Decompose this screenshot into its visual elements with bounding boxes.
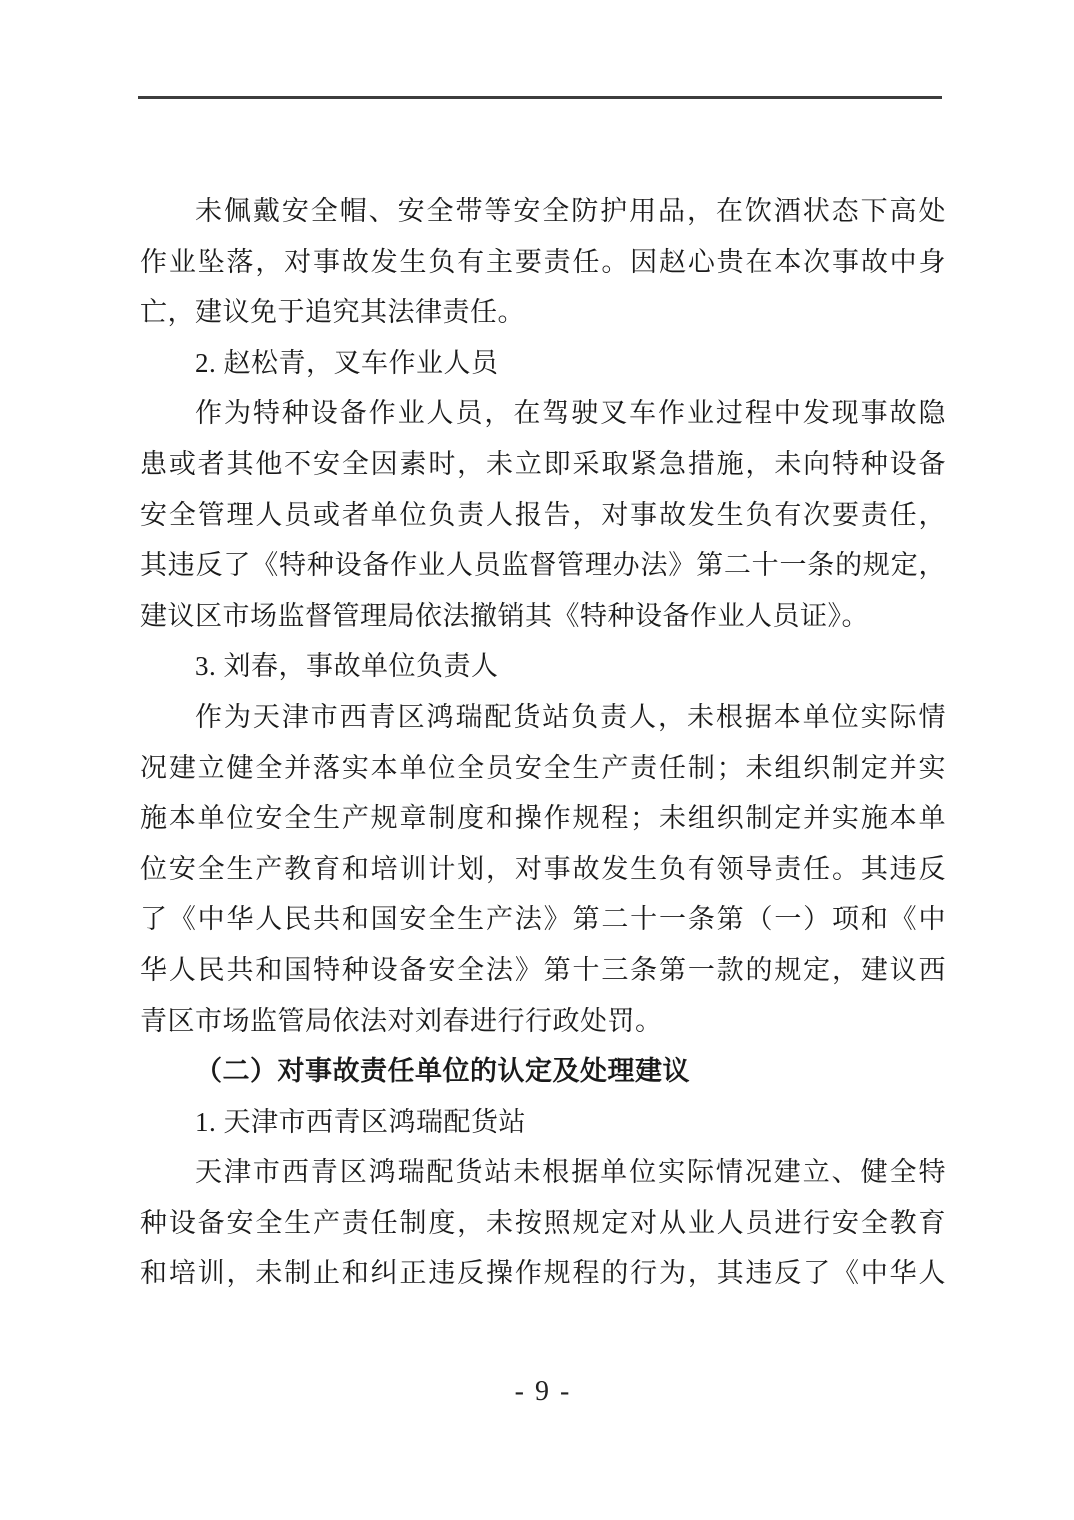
text-line: 位安全生产教育和培训计划，对事故发生负有领导责任。其违反 [140,853,946,884]
text-line: 华人民共和国特种设备安全法》第十三条第一款的规定，建议西 [140,954,946,985]
text-line: 和培训，未制止和纠正违反操作规程的行为，其违反了《中华人 [140,1258,946,1289]
text-line: 患或者其他不安全因素时，未立即采取紧急措施，未向特种设备 [140,448,946,479]
text-line: 其违反了《特种设备作业人员监督管理办法》第二十一条的规定， [140,550,946,581]
text-line: 种设备安全生产责任制度，未按照规定对从业人员进行安全教育 [140,1207,946,1238]
header-rule [138,96,942,99]
text-line: 况建立健全并落实本单位全员安全生产责任制；未组织制定并实 [140,752,946,783]
text-line: 青区市场监管局依法对刘春进行行政处罚。 [140,1005,663,1036]
section-heading: （二）对事故责任单位的认定及处理建议 [195,1056,690,1087]
text-line: 未佩戴安全帽、安全带等安全防护用品，在饮酒状态下高处 [195,196,946,226]
text-line: 安全管理人员或者单位负责人报告，对事故发生负有次要责任， [140,499,946,530]
text-line: 了《中华人民共和国安全生产法》第二十一条第（一）项和《中 [140,904,946,935]
text-line: 作业坠落，对事故发生负有主要责任。因赵心贵在本次事故中身 [140,246,946,277]
text-line: 亡，建议免于追究其法律责任。 [140,297,525,328]
document-body [140,186,946,1299]
list-item-line: 3. 刘春，事故单位负责人 [195,651,499,682]
text-line: 施本单位安全生产规章制度和操作规程；未组织制定并实施本单 [140,803,946,834]
text-line: 天津市西青区鸿瑞配货站未根据单位实际情况建立、健全特 [195,1157,946,1188]
list-item-line: 2. 赵松青，叉车作业人员 [195,347,499,378]
list-item-line: 1. 天津市西青区鸿瑞配货站 [195,1106,526,1137]
text-line: 建议区市场监督管理局依法撤销其《特种设备作业人员证》。 [140,600,869,631]
text-line: 作为天津市西青区鸿瑞配货站负责人，未根据本单位实际情 [195,701,946,732]
page-number: - 9 - [514,1376,572,1407]
text-line: 作为特种设备作业人员，在驾驶叉车作业过程中发现事故隐 [195,398,946,429]
